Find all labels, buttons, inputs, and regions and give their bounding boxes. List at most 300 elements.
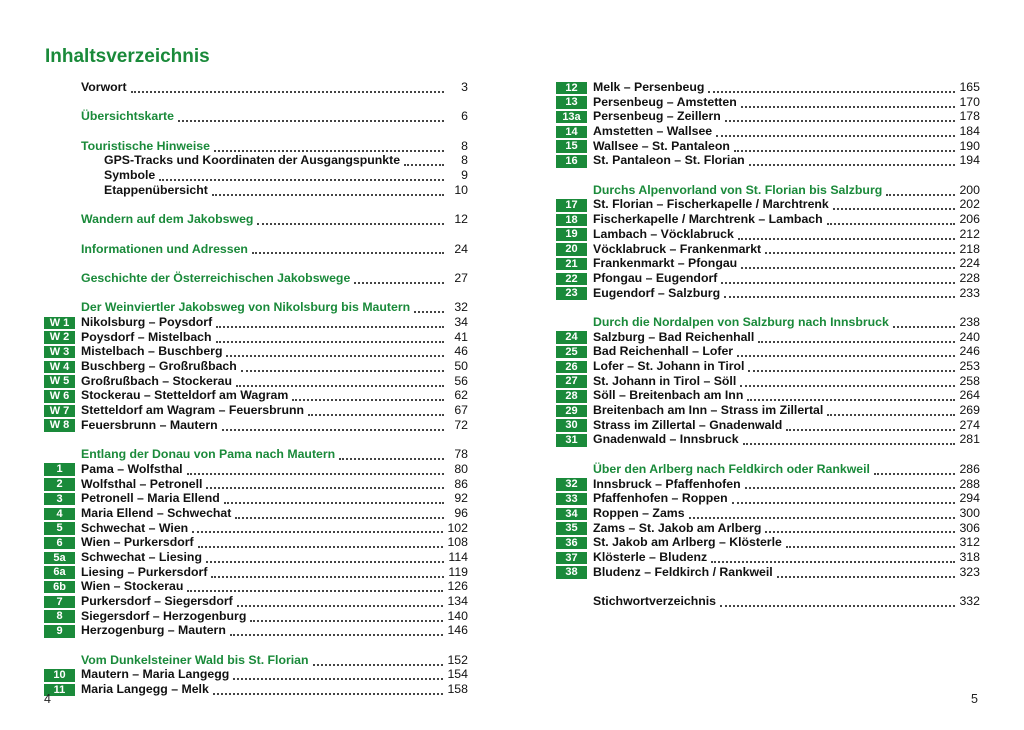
toc-entry-page: 56 [454,373,468,388]
toc-list-left [44,80,468,697]
toc-section-entry[interactable] [44,153,468,168]
stage-number-badge: 13a [556,111,587,124]
toc-entry-title: Strass im Zillertal – Gnadenwald [593,417,783,432]
toc-entry-title: Pama – Wolfsthal [81,461,183,476]
stage-number-badge: 36 [556,537,587,550]
dot-leader [708,81,955,93]
toc-entry-page: 32 [454,300,468,315]
dot-leader [745,477,956,489]
toc-stage-entry[interactable] [556,212,980,227]
stage-number-badge: 26 [556,361,587,374]
toc-entry-title: Persenbeug – Zeillern [593,109,721,124]
dot-leader [765,521,955,533]
dot-leader [178,110,444,122]
toc-entry-title: Stockerau – Stetteldorf am Wagram [81,388,289,403]
stage-number-badge: 20 [556,243,587,256]
stage-number-badge: 27 [556,375,587,388]
toc-entry-title: Schwechat – Liesing [81,549,202,564]
toc-entry-title: Buschberg – Großrußbach [81,359,237,374]
toc-stage-entry[interactable] [556,95,980,110]
toc-stage-entry[interactable] [556,227,980,242]
toc-entry-page: 62 [454,388,468,403]
stage-number-badge: 13 [556,96,587,109]
toc-entry-title: Frankenmarkt – Pfongau [593,256,738,271]
toc-entry-title: Siegersdorf – Herzogenburg [81,608,247,623]
dot-leader [187,580,443,592]
toc-entry-page: 233 [959,285,980,300]
dot-leader [738,228,956,240]
toc-entry-title: Wolfsthal – Petronell [81,476,203,491]
dot-leader [206,477,444,489]
stage-number-badge: 11 [44,684,75,697]
toc-entry-title: Stetteldorf am Wagram – Feuersbrunn [81,403,304,418]
toc-stage-entry[interactable] [44,491,468,506]
toc-entry-page: 10 [454,182,468,197]
dot-leader [748,360,955,372]
stage-number-badge: 12 [556,82,587,95]
toc-entry-title: Poysdorf – Mistelbach [81,329,212,344]
toc-entry-title: GPS-Tracks und Koordinaten der Ausgangspunkte [104,153,401,168]
toc-entry-title: Zams – St. Jakob am Arlberg [593,520,762,535]
toc-entry-title: Pfongau – Eugendorf [593,270,718,285]
toc-entry-title: Petronell – Maria Ellend [81,491,220,506]
toc-stage-entry[interactable] [556,330,980,345]
dot-leader [339,448,444,460]
toc-stage-entry[interactable] [44,462,468,477]
toc-entry-page: 27 [454,270,468,285]
toc-entry-page: 318 [959,549,980,564]
toc-entry-title: Touristische Hinweise [81,138,210,153]
toc-entry-title: Übersichtskarte [81,109,174,124]
toc-section-entry[interactable] [44,139,468,154]
toc-entry-page: 152 [447,652,468,667]
dot-leader [237,595,444,607]
toc-entry-page: 246 [959,344,980,359]
stage-number-badge: 30 [556,419,587,432]
toc-entry-title: Der Weinviertler Jakobsweg von Nikolsburg bis Mautern [81,300,411,315]
dot-leader [786,536,956,548]
stage-number-badge: 18 [556,214,587,227]
toc-stage-entry[interactable] [44,418,468,433]
dot-leader [721,272,955,284]
toc-section-entry[interactable] [44,109,468,124]
toc-entry-title: Wallsee – St. Pantaleon [593,138,730,153]
toc-entry-title: St. Johann in Tirol – Söll [593,373,737,388]
toc-entry-page: 264 [959,388,980,403]
toc-stage-entry[interactable] [44,388,468,403]
toc-stage-entry[interactable] [44,477,468,492]
toc-entry-page: 206 [959,212,980,227]
toc-entry-page: 323 [959,564,980,579]
toc-stage-entry[interactable] [556,418,980,433]
dot-leader [222,419,444,431]
toc-stage-entry[interactable] [44,330,468,345]
toc-entry-page: 46 [454,344,468,359]
dot-leader [292,389,444,401]
toc-entry-page: 140 [447,608,468,623]
toc-entry-title: Wien – Stockerau [81,579,184,594]
toc-entry-title: Liesing – Purkersdorf [81,564,208,579]
stage-number-badge: 4 [44,508,75,521]
toc-entry-title: Bludenz – Feldkirch / Rankweil [593,564,773,579]
toc-entry-title: Eugendorf – Salzburg [593,285,721,300]
toc-stage-entry[interactable] [44,609,468,624]
toc-entry-title: Schwechat – Wien [81,520,189,535]
dot-leader [725,110,956,122]
toc-stage-entry[interactable] [44,579,468,594]
dot-leader [226,345,444,357]
toc-entry-page: 212 [959,226,980,241]
toc-entry-page: 240 [959,329,980,344]
dot-leader [354,272,444,284]
dot-leader [732,492,956,504]
toc-entry-page: 294 [959,491,980,506]
dot-leader [213,683,444,695]
toc-entry-page: 8 [461,153,468,168]
toc-stage-entry[interactable] [556,80,980,95]
stage-number-badge: 17 [556,199,587,212]
toc-entry-page: 96 [454,505,468,520]
stage-number-badge: W 4 [44,361,75,374]
stage-number-badge: 14 [556,126,587,139]
toc-stage-entry[interactable] [556,477,980,492]
dot-leader [734,140,956,152]
toc-entry-title: Stichwortverzeichnis [593,594,717,609]
toc-entry-page: 108 [447,535,468,550]
toc-entry-title: Innsbruck – Pfaffenhofen [593,476,741,491]
stage-number-badge: 23 [556,287,587,300]
dot-leader [313,654,444,666]
dot-leader [250,610,443,622]
dot-leader [886,184,955,196]
toc-entry-page: 34 [454,314,468,329]
toc-entry-page: 300 [959,505,980,520]
dot-leader [159,169,444,181]
dot-leader [724,286,955,298]
toc-entry-title: Fischerkapelle / Marchtrenk – Lambach [593,212,823,227]
stage-number-badge: W 1 [44,317,75,330]
toc-entry-title: St. Pantaleon – St. Florian [593,153,745,168]
toc-stage-entry[interactable] [556,359,980,374]
toc-section-entry[interactable] [44,300,468,315]
toc-stage-entry[interactable] [556,344,980,359]
toc-stage-entry[interactable] [556,374,980,389]
toc-entry-title: Nikolsburg – Poysdorf [81,314,213,329]
toc-section-entry[interactable] [44,168,468,183]
toc-entry-title: Gnadenwald – Innsbruck [593,432,739,447]
stage-number-badge: 16 [556,155,587,168]
dot-leader [740,375,955,387]
toc-entry-title: St. Jakob am Arlberg – Klösterle [593,535,782,550]
toc-section-entry[interactable] [44,80,468,95]
stage-number-badge: 6b [44,581,75,594]
stage-number-badge: 21 [556,258,587,271]
toc-section-entry[interactable] [44,653,468,668]
stage-number-badge: 38 [556,566,587,579]
toc-entry-page: 67 [454,403,468,418]
toc-stage-entry[interactable] [44,668,468,683]
dot-leader [874,463,955,475]
toc-entry-title: Symbole [104,168,156,183]
dot-leader [689,507,956,519]
stage-number-badge: 15 [556,140,587,153]
dot-leader [236,375,444,387]
page-number-left: 4 [44,692,51,706]
dot-leader [749,154,956,166]
toc-stage-entry[interactable] [556,242,980,257]
toc-entry-page: 8 [461,138,468,153]
toc-section-entry[interactable] [556,183,980,198]
stage-number-badge: 32 [556,478,587,491]
dot-leader [827,404,955,416]
dot-leader [235,507,444,519]
dot-leader [765,242,955,254]
toc-entry-title: St. Florian – Fischerkapelle / Marchtrenk [593,197,829,212]
toc-entry-page: 50 [454,359,468,374]
toc-entry-page: 102 [447,520,468,535]
toc-entry-page: 194 [959,153,980,168]
toc-list-right [556,80,980,609]
toc-entry-title: Feuersbrunn – Mautern [81,417,218,432]
stage-number-badge: 5a [44,552,75,565]
stage-number-badge: 31 [556,434,587,447]
toc-entry-page: 170 [959,94,980,109]
stage-number-badge: 10 [44,669,75,682]
dot-leader [198,536,444,548]
toc-stage-entry[interactable] [44,374,468,389]
dot-leader [233,668,443,680]
toc-entry-title: Amstetten – Wallsee [593,124,713,139]
toc-section-entry[interactable] [44,271,468,286]
dot-leader [743,433,956,445]
toc-entry-title: Wandern auf dem Jakobsweg [81,212,254,227]
toc-entry-title: Wien – Purkersdorf [81,535,194,550]
right-page [512,0,1024,730]
toc-stage-entry[interactable] [556,506,980,521]
toc-entry-page: 253 [959,359,980,374]
toc-entry-page: 281 [959,432,980,447]
stage-number-badge: 33 [556,493,587,506]
toc-stage-entry[interactable] [44,315,468,330]
toc-entry-page: 332 [959,594,980,609]
toc-section-entry[interactable] [556,462,980,477]
toc-entry-page: 72 [454,417,468,432]
stage-number-badge: 7 [44,596,75,609]
toc-entry-title: Melk – Persenbeug [593,79,705,94]
stage-number-badge: 8 [44,610,75,623]
toc-stage-entry[interactable] [44,359,468,374]
toc-entry-page: 86 [454,476,468,491]
toc-entry-page: 224 [959,256,980,271]
toc-stage-entry[interactable] [556,139,980,154]
dot-leader [893,316,956,328]
stage-number-badge: 6 [44,537,75,550]
toc-stage-entry[interactable] [556,198,980,213]
dot-leader [720,595,955,607]
toc-entry-title: Breitenbach am Inn – Strass im Zillertal [593,403,824,418]
stage-number-badge: 24 [556,331,587,344]
toc-entry-title: Über den Arlberg nach Feldkirch oder Rankweil [593,461,870,476]
stage-number-badge: 28 [556,390,587,403]
toc-entry-title: Informationen und Adressen [81,241,248,256]
stage-number-badge: 1 [44,463,75,476]
toc-stage-entry[interactable] [44,521,468,536]
toc-entry-title: Geschichte der Österreichischen Jakobswege [81,270,351,285]
toc-entry-page: 228 [959,270,980,285]
toc-entry-title: Salzburg – Bad Reichenhall [593,329,755,344]
toc-entry-page: 158 [447,682,468,697]
stage-number-badge: W 5 [44,375,75,388]
dot-leader [131,81,444,93]
toc-stage-entry[interactable] [44,344,468,359]
toc-entry-page: 78 [454,447,468,462]
dot-leader [216,331,444,343]
stage-number-badge: W 3 [44,346,75,359]
dot-leader [308,404,444,416]
toc-stage-entry[interactable] [44,565,468,580]
stage-number-badge: 19 [556,228,587,241]
toc-stage-entry[interactable] [44,403,468,418]
toc-entry-page: 80 [454,461,468,476]
page-number-right: 5 [971,692,978,706]
toc-entry-page: 184 [959,124,980,139]
toc-entry-page: 9 [461,168,468,183]
toc-entry-title: Vöcklabruck – Frankenmarkt [593,241,762,256]
dot-leader [777,566,956,578]
toc-stage-entry[interactable] [556,433,980,448]
stage-number-badge: W 2 [44,331,75,344]
toc-stage-entry[interactable] [556,271,980,286]
dot-leader [833,198,956,210]
toc-entry-title: Mistelbach – Buschberg [81,344,223,359]
toc-entry-title: Vom Dunkelsteiner Wald bis St. Florian [81,652,309,667]
toc-stage-entry[interactable] [556,388,980,403]
toc-entry-page: 238 [959,314,980,329]
toc-entry-title: Söll – Breitenbach am Inn [593,388,744,403]
dot-leader [758,331,955,343]
toc-entry-page: 12 [454,212,468,227]
dot-leader [711,551,955,563]
toc-stage-entry[interactable] [44,506,468,521]
stage-number-badge: 9 [44,625,75,638]
stage-number-badge: 6a [44,566,75,579]
toc-entry-page: 202 [959,197,980,212]
dot-leader [216,316,444,328]
toc-entry-page: 200 [959,182,980,197]
toc-section-entry[interactable] [556,315,980,330]
stage-number-badge: 37 [556,552,587,565]
toc-section-entry[interactable] [44,212,468,227]
toc-entry-page: 119 [448,564,468,579]
toc-entry-page: 3 [461,79,468,94]
stage-number-badge: 3 [44,493,75,506]
stage-number-badge: W 7 [44,405,75,418]
toc-stage-entry[interactable] [44,682,468,697]
dot-leader [206,551,444,563]
toc-entry-page: 274 [959,417,980,432]
toc-entry-page: 114 [448,549,468,564]
dot-leader [741,96,956,108]
toc-entry-title: Herzogenburg – Mautern [81,623,226,638]
toc-entry-page: 126 [447,579,468,594]
toc-entry-title: Roppen – Zams [593,505,685,520]
toc-stage-entry[interactable] [556,153,980,168]
toc-stage-entry[interactable] [556,403,980,418]
dot-leader [187,463,444,475]
toc-stage-entry[interactable] [556,286,980,301]
toc-stage-entry[interactable] [556,256,980,271]
stage-number-badge: 22 [556,273,587,286]
toc-entry-page: 306 [959,520,980,535]
toc-stage-entry[interactable] [556,565,980,580]
toc-stage-entry[interactable] [44,623,468,638]
dot-leader [212,184,444,196]
toc-section-entry[interactable] [44,183,468,198]
toc-entry-page: 134 [447,594,468,609]
stage-number-badge: 5 [44,522,75,535]
toc-section-entry[interactable] [44,242,468,257]
toc-entry-page: 218 [959,241,980,256]
stage-number-badge: 25 [556,346,587,359]
toc-entry-page: 146 [447,623,468,638]
toc-stage-entry[interactable] [44,535,468,550]
stage-number-badge: W 8 [44,419,75,432]
toc-stage-entry[interactable] [556,535,980,550]
dot-leader [252,242,444,254]
toc-stage-entry[interactable] [44,594,468,609]
toc-stage-entry[interactable] [556,109,980,124]
dot-leader [230,624,444,636]
dot-leader [414,301,444,313]
toc-entry-page: 178 [959,109,980,124]
toc-stage-entry[interactable] [44,550,468,565]
toc-entry-title: Entlang der Donau von Pama nach Mautern [81,447,336,462]
toc-section-entry[interactable] [556,594,980,609]
toc-entry-title: Durchs Alpenvorland von St. Florian bis Salzburg [593,182,883,197]
dot-leader [211,566,444,578]
toc-entry-page: 190 [959,138,980,153]
toc-entry-title: Lofer – St. Johann in Tirol [593,359,745,374]
toc-entry-page: 6 [461,109,468,124]
toc-stage-entry[interactable] [556,124,980,139]
toc-stage-entry[interactable] [556,550,980,565]
dot-leader [737,345,955,357]
stage-number-badge: 2 [44,478,75,491]
toc-entry-page: 312 [959,535,980,550]
toc-entry-title: Etappenübersicht [104,182,208,197]
toc-entry-page: 269 [959,403,980,418]
toc-entry-title: Maria Ellend – Schwechat [81,505,232,520]
toc-entry-title: Mautern – Maria Langegg [81,667,230,682]
toc-entry-title: Klösterle – Bludenz [593,549,708,564]
dot-leader [786,419,955,431]
dot-leader [747,389,955,401]
toc-entry-page: 24 [454,241,468,256]
dot-leader [827,213,956,225]
toc-entry-title: Lambach – Vöcklabruck [593,226,734,241]
toc-entry-title: Pfaffenhofen – Roppen [593,491,728,506]
dot-leader [224,492,444,504]
toc-section-entry[interactable] [44,447,468,462]
dot-leader [257,213,444,225]
toc-entry-title: Maria Langegg – Melk [81,682,209,697]
stage-number-badge: 34 [556,508,587,521]
stage-number-badge: W 6 [44,390,75,403]
toc-stage-entry[interactable] [556,491,980,506]
toc-entry-title: Purkersdorf – Siegersdorf [81,594,233,609]
toc-stage-entry[interactable] [556,521,980,536]
toc-entry-page: 258 [959,373,980,388]
